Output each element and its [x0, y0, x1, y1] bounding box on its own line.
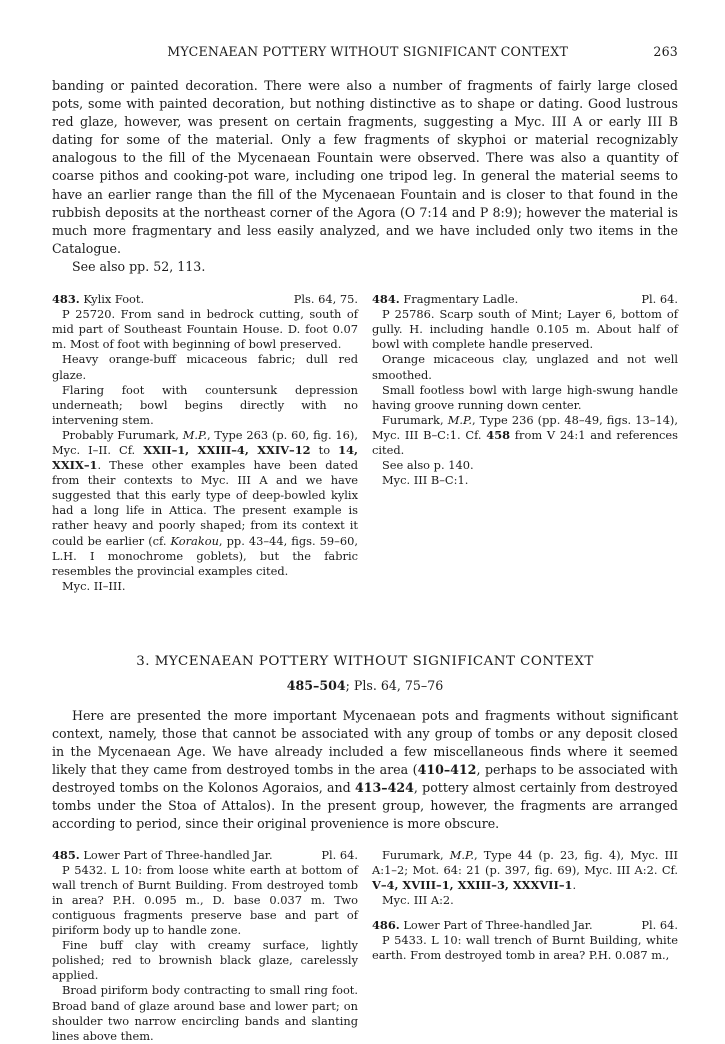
entry-date: Myc. II–III.: [62, 578, 126, 593]
running-title: MYCENAEAN POTTERY WITHOUT SIGNIFICANT CONTEXT: [167, 44, 569, 59]
entry-comparanda: Furumark, M.P., Type 236 (pp. 48–49, figs. 13–14), Myc. III B–C:1. Cf. 458 from V 24:1 and references cited.: [372, 412, 679, 457]
entry-fabric: Fine buff clay with creamy surface, lightly polished; red to brownish black glaze, carelessly applied.: [52, 938, 358, 983]
entry-number: 484.: [372, 292, 400, 307]
catalogue-entry-485: [52, 848, 358, 1044]
entry-description: P 25786. Scarp south of Mint; Layer 6, bottom of gully. H. including handle 0.105 m. About half of bowl with complete handle preserved.: [372, 307, 678, 352]
entry-shape: Broad piriform body contracting to small ring foot. Broad band of glaze around base and lower part; on shoulder two narrow encircling bands and slanting lines above them.: [52, 983, 358, 1043]
entry-number: 485.: [52, 847, 80, 862]
page-number: 263: [653, 44, 678, 59]
running-head: [52, 44, 678, 59]
entry-485-comparanda: Furumark, M.P., Type 44 (p. 23, fig. 4), Myc. III A:1–2; Mot. 64: 21 (p. 397, fig. 69), Myc. III A:2. Cf. V–4, XVIII–1, XXIII–3, XXXVII–1.: [372, 847, 678, 892]
column-right: [372, 292, 678, 594]
intro-see-also: See also pp. 52, 113.: [72, 258, 206, 274]
entry-title: Fragmentary Ladle.: [399, 292, 519, 307]
entry-485-date: Myc. III A:2.: [382, 892, 454, 907]
entry-heading: [372, 918, 678, 933]
page: [52, 44, 678, 1044]
column-right: [372, 848, 678, 1044]
section-title: 3. MYCENAEAN POTTERY WITHOUT SIGNIFICANT CONTEXT: [136, 653, 594, 669]
entry-plates: Pl. 64.: [641, 292, 678, 307]
entry-fabric: Orange micaceous clay, unglazed and not well smoothed.: [372, 352, 678, 382]
catalogue-block-1: [52, 292, 678, 594]
entry-plates: Pl. 64.: [641, 917, 678, 932]
entry-description: P 5432. L 10: from loose white earth at bottom of wall trench of Burnt Building. From destroyed tomb in area? P.H. 0.095 m., D. base 0.037 m. Two contiguous fragments preserve base and part of piriform body up to handle zone.: [52, 862, 358, 938]
catalogue-entry-484: [372, 292, 678, 488]
section-intro-paragraph: Here are presented the more important Mycenaean pots and fragments without significant context, namely, those that cannot be associated with any group of tombs or any deposit closed in the Mycenaean Age. We have already included a few miscellaneous finds where it seemed likely that they came from destroyed tombs in the area (410–412, perhaps to be associated with destroyed tombs on the Kolonos Agoraios, and 413–424, pottery almost certainly from destroyed tombs under the Stoa of Attalos). In the present group, however, the fragments are arranged according to period, since their original provenience is more obscure.: [52, 707, 678, 832]
entry-description: P 25720. From sand in bedrock cutting, south of mid part of Southeast Fountain House. D. foot 0.07 m. Most of foot with beginning of bowl preserved.: [52, 307, 358, 352]
entry-fabric: Heavy orange-buff micaceous fabric; dull red glaze.: [52, 352, 358, 382]
entry-heading: [372, 292, 678, 307]
entry-date: Myc. III B–C:1.: [382, 473, 469, 488]
entry-shape: Flaring foot with countersunk depression underneath; bowl begins directly with no intervening stem.: [52, 382, 358, 427]
intro-paragraph: banding or painted decoration. There were also a number of fragments of fairly large closed pots, some with painted decoration, but nothing distinctive as to shape or dating. Good lustrous red glaze, however, was present on certain fragments, suggesting a Myc. III A or early III B dating for some of the material. Only a few fragments of skyphoi or material recognizably analogous to the fill of the Mycenaean Fountain were observed. There was also a quantity of coarse pithos and cooking-pot ware, including one tripod leg. In general the material seems to have an earlier range than the fill of the Mycenaean Fountain and is closer to that found in the rubbish deposits at the northeast corner of the Agora (O 7:14 and P 8:9); however the material is much more fragmentary and less easily analyzed, and we have included only two items in the Catalogue.: [52, 78, 678, 256]
entry-see-also: See also p. 140.: [382, 458, 474, 473]
entry-plates: Pl. 64.: [321, 847, 358, 862]
catalogue-block-2: [52, 848, 678, 1044]
catalogue-entry-483: [52, 292, 358, 594]
entry-number: 486.: [372, 917, 400, 932]
entry-title: Kylix Foot.: [79, 292, 145, 307]
entry-number: 483.: [52, 292, 80, 307]
entry-heading: [52, 848, 358, 863]
entry-title: Lower Part of Three-handled Jar.: [79, 847, 273, 862]
entry-shape: Small footless bowl with large high-swung handle having groove running down center.: [372, 382, 678, 412]
entry-heading: [52, 292, 358, 307]
entry-comparanda: Probably Furumark, M.P., Type 263 (p. 60, fig. 16), Myc. I–II. Cf. XXII–1, XXIII–4, XXIV–12 to 14, XXIX–1. These other examples have been dated from their contexts to Myc. III A and we have suggested that this early type of deep-bowled kylix had a long life in Attica. The present example is rather heavy and poorly shaped; from its context it could be earlier (cf. Korakou, pp. 43–44, figs. 59–60, L.H. I monochrome goblets), but the fabric resembles the provincial examples cited.: [52, 427, 358, 578]
catalogue-entry-486: [372, 918, 678, 963]
section-range: 485–504; Pls. 64, 75–76: [286, 677, 444, 693]
column-left: [52, 292, 358, 594]
column-left: [52, 848, 358, 1044]
entry-title: Lower Part of Three-handled Jar.: [399, 917, 593, 932]
entry-description: P 5433. L 10: wall trench of Burnt Building, white earth. From destroyed tomb in area? P.H. 0.087 m.,: [372, 933, 678, 963]
entry-plates: Pls. 64, 75.: [293, 292, 358, 307]
section-heading: [52, 654, 678, 693]
